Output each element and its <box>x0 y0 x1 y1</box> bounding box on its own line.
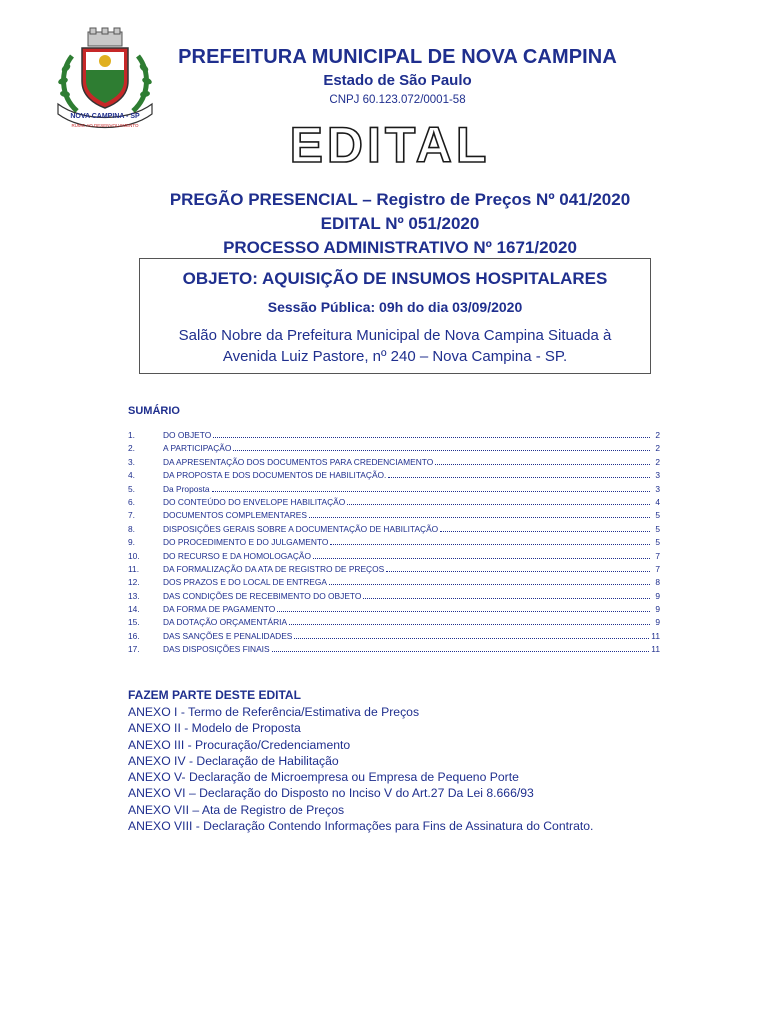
toc-page-number: 5 <box>655 510 660 521</box>
toc-dot-leader <box>213 436 650 438</box>
sumario-heading: SUMÁRIO <box>128 405 180 417</box>
toc-label: DO RECURSO E DA HOMOLOGAÇÃO <box>163 550 311 561</box>
edital-word-text: EDITAL <box>289 120 491 168</box>
toc-number: 6. <box>128 496 135 507</box>
objeto-title: OBJETO: AQUISIÇÃO DE INSUMOS HOSPITALARES <box>182 269 608 288</box>
toc-number: 4. <box>128 470 135 481</box>
toc-row[interactable] <box>128 524 660 537</box>
anexo-item: ANEXO VII – Ata de Registro de Preços <box>128 802 345 817</box>
municipal-coat-of-arms-logo <box>52 26 158 130</box>
toc-label: DO OBJETO <box>163 430 212 440</box>
toc-page-number: 3 <box>655 483 660 494</box>
toc-page-number: 7 <box>655 563 660 574</box>
anexo-item: ANEXO III - Procuração/Credenciamento <box>128 737 351 752</box>
toc-dot-leader <box>212 490 650 492</box>
toc-label: Da Proposta <box>163 483 210 494</box>
toc-number: 9. <box>128 537 135 548</box>
processo-title: PROCESSO ADMINISTRATIVO Nº 1671/2020 <box>223 238 577 257</box>
toc-number: 10. <box>128 550 140 561</box>
toc-row[interactable] <box>128 510 660 523</box>
toc-dot-leader <box>309 516 650 518</box>
header-title: PREFEITURA MUNICIPAL DE NOVA CAMPINA <box>178 46 617 68</box>
toc-label: DA FORMALIZAÇÃO DA ATA DE REGISTRO DE PREÇOS <box>163 563 385 574</box>
local-address <box>150 325 640 367</box>
toc-row[interactable] <box>128 443 660 456</box>
table-of-contents <box>128 430 660 658</box>
toc-dot-leader <box>313 557 650 559</box>
toc-page-number: 9 <box>655 604 660 615</box>
edital-outline-word <box>240 120 540 168</box>
toc-page-number: 2 <box>655 443 660 454</box>
toc-label: DOCUMENTOS COMPLEMENTARES <box>163 510 307 521</box>
toc-page-number: 11 <box>651 644 660 655</box>
toc-dot-leader <box>347 503 650 505</box>
logo-motto-text: RUMO AO DESENVOLVIMENTO <box>71 123 139 128</box>
toc-label: DO CONTEÚDO DO ENVELOPE HABILITAÇÃO <box>163 496 346 507</box>
toc-label: DAS SANÇÕES E PENALIDADES <box>163 630 293 641</box>
toc-row[interactable] <box>128 564 660 577</box>
toc-page-number: 3 <box>655 470 660 481</box>
toc-number: 11. <box>128 563 140 574</box>
toc-row[interactable] <box>128 617 660 630</box>
toc-label: DA DOTAÇÃO ORÇAMENTÁRIA <box>163 617 288 628</box>
toc-page-number: 4 <box>655 496 660 507</box>
toc-label: A PARTICIPAÇÃO <box>163 443 232 454</box>
edital-number-title: EDITAL Nº 051/2020 <box>320 214 480 233</box>
anexo-item: ANEXO V- Declaração de Microempresa ou Empresa de Pequeno Porte <box>128 770 519 785</box>
toc-number: 8. <box>128 523 135 534</box>
anexos-list <box>128 704 688 834</box>
toc-page-number: 2 <box>655 456 660 467</box>
toc-dot-leader <box>289 623 650 625</box>
toc-dot-leader <box>363 597 650 599</box>
toc-dot-leader <box>388 476 650 478</box>
toc-row[interactable] <box>128 577 660 590</box>
header-cnpj: CNPJ 60.123.072/0001-58 <box>329 94 466 106</box>
toc-page-number: 9 <box>655 590 660 601</box>
anexo-item: ANEXO II - Modelo de Proposta <box>128 721 301 736</box>
toc-row[interactable] <box>128 551 660 564</box>
toc-number: 7. <box>128 510 135 521</box>
toc-label: DO PROCEDIMENTO E DO JULGAMENTO <box>163 537 329 548</box>
local-line-1: Salão Nobre da Prefeitura Municipal de Nova Campina Situada à <box>178 327 612 344</box>
toc-number: 2. <box>128 443 135 454</box>
toc-page-number: 5 <box>655 523 660 534</box>
pregao-title: PREGÃO PRESENCIAL – Registro de Preços Nº 041/2020 <box>169 190 631 209</box>
objeto-box <box>139 258 651 374</box>
toc-number: 1. <box>128 430 135 440</box>
toc-label: DISPOSIÇÕES GERAIS SOBRE A DOCUMENTAÇÃO DE HABILITAÇÃO <box>163 523 439 534</box>
toc-row[interactable] <box>128 457 660 470</box>
toc-page-number: 5 <box>655 537 660 548</box>
header-state: Estado de São Paulo <box>323 72 472 89</box>
toc-label: DA FORMA DE PAGAMENTO <box>163 604 276 615</box>
toc-dot-leader <box>294 637 649 639</box>
toc-dot-leader <box>233 449 650 451</box>
toc-row[interactable] <box>128 430 660 443</box>
toc-page-number: 7 <box>655 550 660 561</box>
toc-page-number: 2 <box>655 430 660 440</box>
toc-number: 12. <box>128 577 140 588</box>
toc-dot-leader <box>272 650 650 652</box>
toc-number: 16. <box>128 630 140 641</box>
toc-row[interactable] <box>128 631 660 644</box>
toc-row[interactable] <box>128 537 660 550</box>
toc-label: DA PROPOSTA E DOS DOCUMENTOS DE HABILITAÇÃO. <box>163 470 387 481</box>
toc-row[interactable] <box>128 604 660 617</box>
toc-number: 15. <box>128 617 140 628</box>
toc-dot-leader <box>440 530 650 532</box>
anexo-item: ANEXO VI – Declaração do Disposto no Inciso V do Art.27 Da Lei 8.666/93 <box>128 786 534 801</box>
toc-number: 3. <box>128 456 135 467</box>
toc-dot-leader <box>329 583 650 585</box>
toc-dot-leader <box>386 570 650 572</box>
toc-label: DA APRESENTAÇÃO DOS DOCUMENTOS PARA CREDENCIAMENTO <box>163 456 434 467</box>
toc-dot-leader <box>435 463 650 465</box>
toc-row[interactable] <box>128 484 660 497</box>
toc-dot-leader <box>330 543 650 545</box>
toc-page-number: 11 <box>651 630 660 641</box>
anexo-item: ANEXO I - Termo de Referência/Estimativa de Preços <box>128 705 420 719</box>
toc-page-number: 8 <box>655 577 660 588</box>
toc-row[interactable] <box>128 644 660 657</box>
toc-label: DOS PRAZOS E DO LOCAL DE ENTREGA <box>163 577 327 588</box>
toc-label: DAS CONDIÇÕES DE RECEBIMENTO DO OBJETO <box>163 590 362 601</box>
anexo-item: ANEXO IV - Declaração de Habilitação <box>128 753 339 768</box>
local-line-2: Avenida Luiz Pastore, nº 240 – Nova Campina - SP. <box>222 348 568 365</box>
toc-dot-leader <box>277 610 650 612</box>
anexos-heading: FAZEM PARTE DESTE EDITAL <box>128 688 301 702</box>
toc-row[interactable] <box>128 470 660 483</box>
anexo-item: ANEXO VIII - Declaração Contendo Informações para Fins de Assinatura do Contrato. <box>128 819 594 834</box>
toc-number: 17. <box>128 644 140 655</box>
toc-label: DAS DISPOSIÇÕES FINAIS <box>163 644 270 655</box>
toc-number: 13. <box>128 590 140 601</box>
toc-row[interactable] <box>128 591 660 604</box>
logo-ribbon-text: NOVA CAMPINA - SP <box>70 113 140 120</box>
toc-row[interactable] <box>128 497 660 510</box>
toc-page-number: 9 <box>655 617 660 628</box>
toc-number: 14. <box>128 604 140 615</box>
toc-number: 5. <box>128 483 135 494</box>
sessao-publica: Sessão Pública: 09h do dia 03/09/2020 <box>267 299 523 315</box>
